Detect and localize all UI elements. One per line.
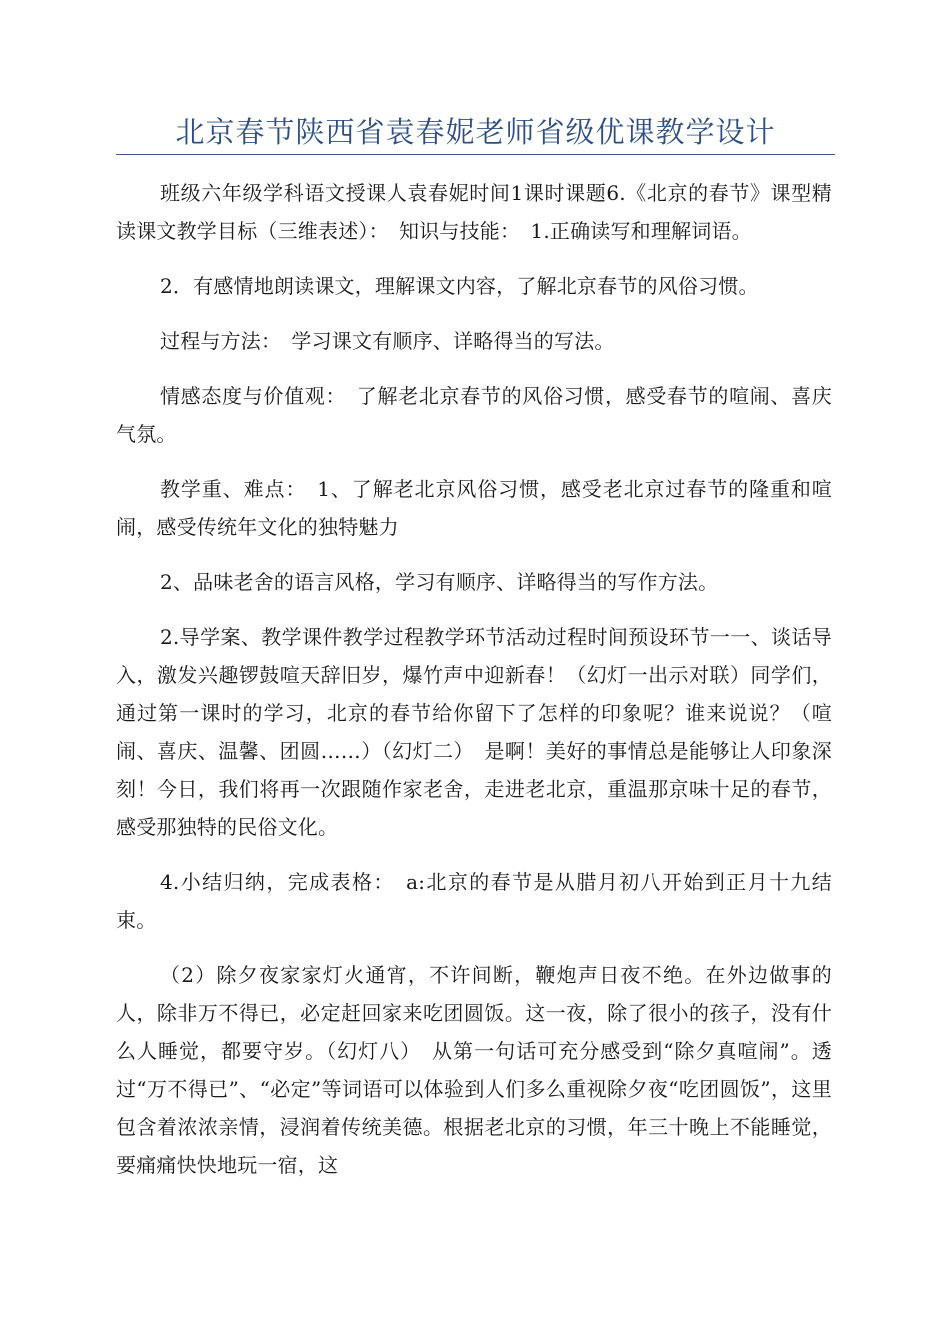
paragraph-goal-2: 2．有感情地朗读课文，理解课文内容，了解北京春节的风俗习惯。: [160, 274, 759, 298]
paragraph-class-info: 班级六年级学科语文授课人袁春妮时间1课时课题6.《北京的春节》课型精读课文教学目标（三维表述）： 知识与技能： 1.正确读写和理解词语。: [116, 181, 832, 243]
paragraph-key-points-2: 2、品味老舍的语言风格，学习有顺序、详略得当的写作方法。: [160, 570, 719, 594]
document-title: 北京春节陕西省袁春妮老师省级优课教学设计: [175, 115, 776, 149]
paragraph-teaching-process: 2.导学案、教学课件教学过程教学环节活动过程时间预设环节一一、谈话导入，激发兴趣锣鼓喧天辞旧岁，爆竹声中迎新春！（幻灯一出示对联）同学们，通过第一课时的学习，北京的春节给你留下了怎样的印象呢？谁来说说？（喧闹、喜庆、温馨、团圆……）（幻灯二） 是啊！美好的事情总是能够让人印象深刻！今日，我们将再一次跟随作家老舍，走进老北京，重温那京味十足的春节，感受那独特的民俗文化。: [116, 625, 832, 839]
document-body: [116, 174, 832, 1201]
paragraph-summary: 4.小结归纳，完成表格： a:北京的春节是从腊月初八开始到正月十九结束。: [116, 870, 832, 932]
paragraph-new-years-eve: （2）除夕夜家家灯火通宵，不许间断，鞭炮声日夜不绝。在外边做事的人，除非万不得已，必定赶回家来吃团圆饭。这一夜，除了很小的孩子，没有什么人睡觉，都要守岁。（幻灯八） 从第一句话可充分感受到“除夕真喧闹”。透过“万不得已”、“必定”等词语可以体验到人们多么重视除夕夜“吃团圆饭”，这里包含着浓浓亲情，浸润着传统美德。根据老北京的习惯，年三十晚上不能睡觉，要痛痛快快地玩一宿，这: [116, 963, 832, 1177]
title-underline: [116, 154, 835, 155]
paragraph-key-points: 教学重、难点： 1、了解老北京风俗习惯，感受老北京过春节的隆重和喧闹，感受传统年文化的独特魅力: [116, 477, 832, 539]
paragraph-process-method: 过程与方法： 学习课文有顺序、详略得当的写法。: [160, 329, 615, 353]
paragraph-emotion-values: 情感态度与价值观： 了解老北京春节的风俗习惯，感受春节的喧闹、喜庆气氛。: [116, 384, 832, 446]
